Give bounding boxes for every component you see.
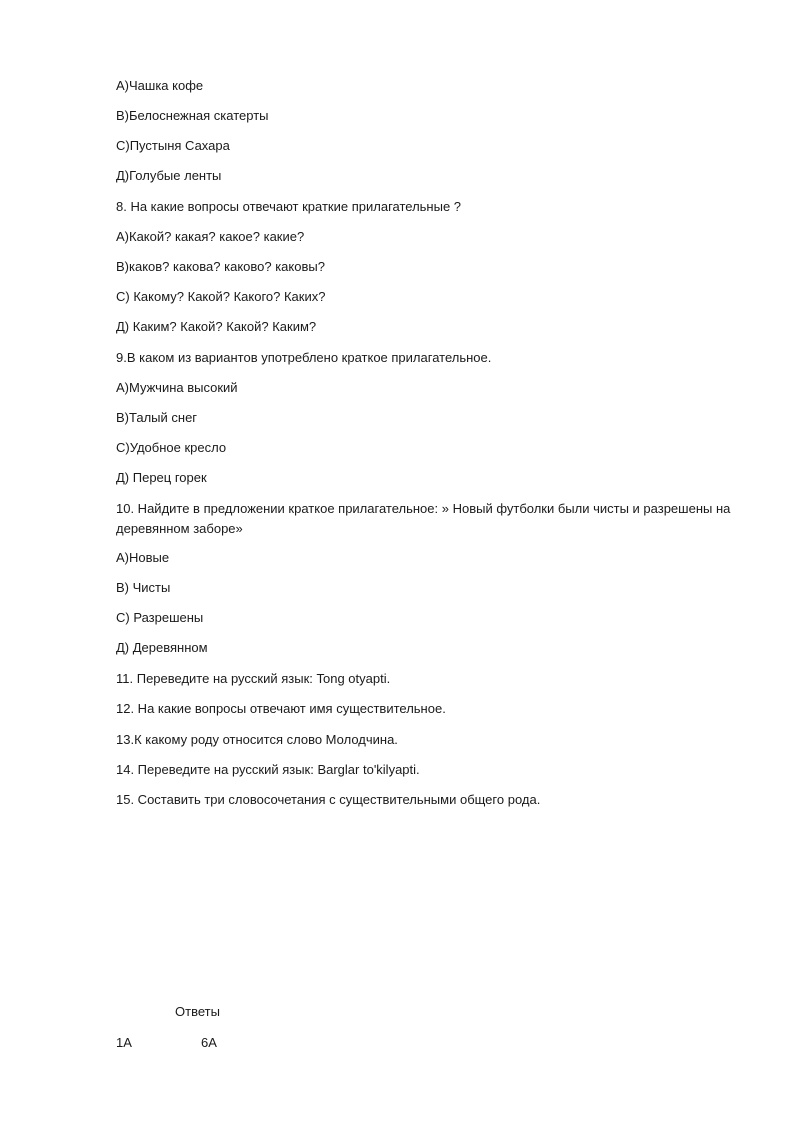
answer-6: 6А bbox=[201, 1035, 217, 1050]
option-d-line: Д)Голубые ленты bbox=[116, 168, 222, 183]
q8-option-a: А)Какой? какая? какое? какие? bbox=[116, 229, 305, 244]
answers-heading: Ответы bbox=[175, 1004, 220, 1019]
q8-option-d: Д) Каким? Какой? Какой? Каким? bbox=[116, 319, 317, 334]
question-15: 15. Составить три словосочетания с существительными общего рода. bbox=[116, 792, 541, 807]
question-12: 12. На какие вопросы отвечают имя существительное. bbox=[116, 701, 446, 716]
q8-option-b: В)каков? какова? каково? каковы? bbox=[116, 259, 325, 274]
q10-option-d: Д) Деревянном bbox=[116, 640, 208, 655]
q9-option-c: С)Удобное кресло bbox=[116, 440, 227, 455]
q8-option-c: С) Какому? Какой? Какого? Каких? bbox=[116, 289, 326, 304]
q9-option-d: Д) Перец горек bbox=[116, 470, 207, 485]
q10-option-c: С) Разрешены bbox=[116, 610, 204, 625]
q9-option-a: А)Мужчина высокий bbox=[116, 380, 238, 395]
option-b-line: В)Белоснежная скатерты bbox=[116, 108, 269, 123]
question-10: 10. Найдите в предложении краткое прилагательное: » Новый футболки были чисты и разрешены на деревянном заборе» bbox=[116, 501, 731, 536]
q9-option-b: В)Талый снег bbox=[116, 410, 198, 425]
q10-option-a: А)Новые bbox=[116, 550, 170, 565]
question-9: 9.В каком из вариантов употреблено краткое прилагательное. bbox=[116, 350, 492, 365]
question-11: 11. Переведите на русский язык: Tong otyapti. bbox=[116, 671, 391, 686]
question-13: 13.К какому роду относится слово Молодчина. bbox=[116, 732, 398, 747]
option-c-line: С)Пустыня Сахара bbox=[116, 138, 230, 153]
answer-1: 1А bbox=[116, 1035, 132, 1050]
q10-option-b: В) Чисты bbox=[116, 580, 171, 595]
question-14: 14. Переведите на русский язык: Barglar to'kilyapti. bbox=[116, 762, 420, 777]
question-8: 8. На какие вопросы отвечают краткие прилагательные ? bbox=[116, 199, 462, 214]
option-a-line: А)Чашка кофе bbox=[116, 78, 204, 93]
